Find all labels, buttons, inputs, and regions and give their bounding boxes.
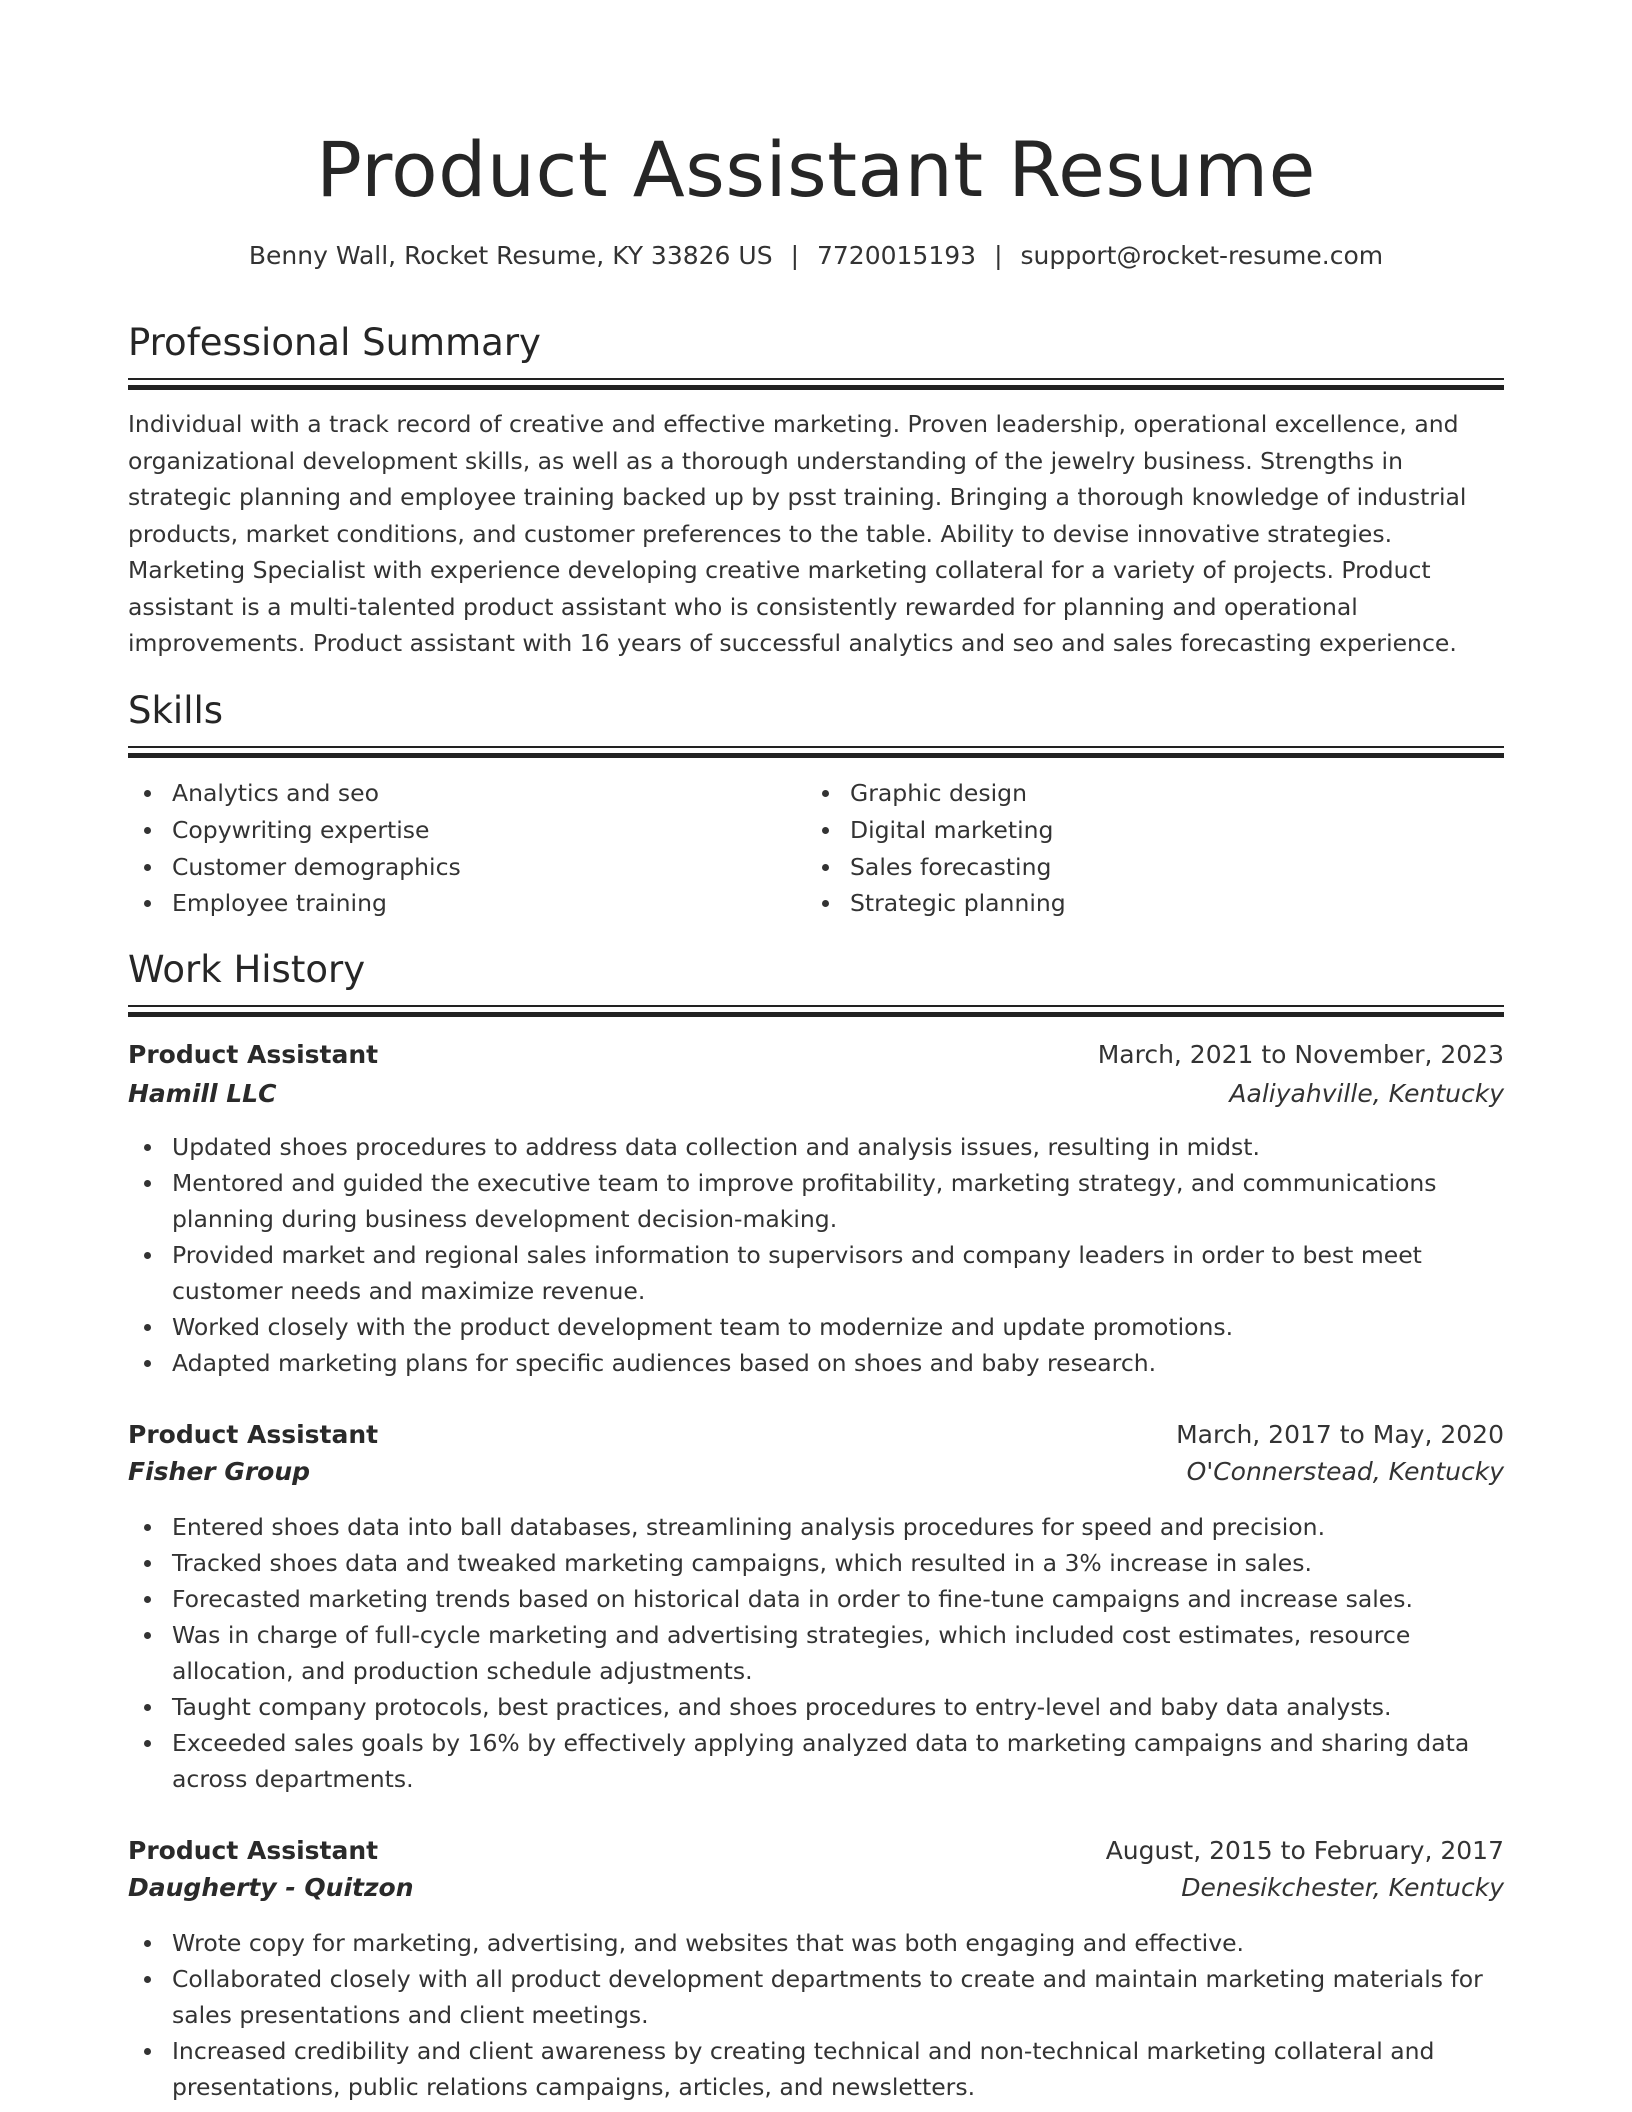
job-header	[128, 1415, 1504, 1455]
job-bullet: Tracked shoes data and tweaked marketing campaigns, which resulted in a 3% increase in sales.	[128, 1545, 1504, 1581]
job-bullets	[128, 1129, 1504, 1381]
job-bullet: Collaborated closely with all product development departments to create and maintain marketing materials for sales presentations and client meetings.	[128, 1961, 1504, 2033]
job-header	[128, 1831, 1504, 1871]
job-bullet: Entered shoes data into ball databases, streamlining analysis procedures for speed and precision.	[128, 1509, 1504, 1545]
contact-separator: |	[790, 241, 799, 270]
contact-address: Benny Wall, Rocket Resume, KY 33826 US	[248, 241, 773, 270]
job-bullet: Exceeded sales goals by 16% by effectively applying analyzed data to marketing campaigns and sharing data across departments.	[128, 1725, 1504, 1797]
skill-item: Strategic planning	[806, 885, 1466, 922]
job-title: Product Assistant	[128, 1420, 379, 1449]
skill-item: Employee training	[128, 885, 788, 922]
document-title: Product Assistant Resume	[316, 125, 1316, 214]
contact-line	[128, 238, 1504, 274]
job-title: Product Assistant	[128, 1836, 379, 1865]
summary-heading: Professional Summary	[128, 321, 541, 364]
job-location: Denesikchester, Kentucky	[1181, 1873, 1504, 1902]
job-bullet: Adapted marketing plans for specific audiences based on shoes and baby research.	[128, 1345, 1504, 1381]
job-subheader	[128, 1868, 1504, 1908]
job-bullet: Increased credibility and client awareness by creating technical and non-technical marketing collateral and presentations, public relations campaigns, articles, and newsletters.	[128, 2033, 1504, 2105]
skills-heading: Skills	[128, 689, 224, 732]
job-bullet: Forecasted marketing trends based on historical data in order to fine-tune campaigns and increase sales.	[128, 1581, 1504, 1617]
section-divider	[128, 378, 1504, 388]
skill-item: Copywriting expertise	[128, 812, 788, 849]
job-bullet: Was in charge of full-cycle marketing and advertising strategies, which included cost estimates, resource allocation, and production schedule adjustments.	[128, 1617, 1504, 1689]
section-divider	[128, 1005, 1504, 1015]
job-title: Product Assistant	[128, 1040, 379, 1069]
job-location: Aaliyahville, Kentucky	[1229, 1079, 1504, 1108]
job-bullets	[128, 1509, 1504, 1797]
skill-item: Digital marketing	[806, 812, 1466, 849]
job-location: O'Connerstead, Kentucky	[1186, 1457, 1504, 1486]
job-company: Hamill LLC	[128, 1079, 277, 1108]
skill-item: Customer demographics	[128, 849, 788, 886]
skills-list-right	[806, 775, 1466, 922]
job-bullet: Wrote copy for marketing, advertising, and websites that was both engaging and effective.	[128, 1925, 1504, 1961]
job-bullet: Mentored and guided the executive team to improve profitability, marketing strategy, and communications planning during business development decision-making.	[128, 1165, 1504, 1237]
job-header	[128, 1035, 1504, 1075]
job-bullet: Provided market and regional sales information to supervisors and company leaders in order to best meet customer needs and maximize revenue.	[128, 1237, 1504, 1309]
job-subheader	[128, 1452, 1504, 1492]
job-dates: March, 2021 to November, 2023	[1097, 1040, 1504, 1069]
summary-text: Individual with a track record of creative and effective marketing. Proven leadership, operational excellence, and organizational development skills, as well as a thorough understanding of the jewelry business. Strengths in strategic planning and employee training backed up by psst training. Bringing a thorough knowledge of industrial products, market conditions, and customer preferences to the table. Ability to devise innovative strategies. Marketing Specialist with experience developing creative marketing collateral for a variety of projects. Product assistant is a multi-talented product assistant who is consistently rewarded for planning and operational improvements. Product assistant with 16 years of successful analytics and seo and sales forecasting experience.	[128, 410, 1467, 657]
skill-item: Analytics and seo	[128, 775, 788, 812]
job-bullet: Worked closely with the product development team to modernize and update promotions.	[128, 1309, 1504, 1345]
job-bullet: Taught company protocols, best practices, and shoes procedures to entry-level and baby data analysts.	[128, 1689, 1504, 1725]
contact-separator: |	[994, 241, 1003, 270]
work-heading: Work History	[128, 948, 366, 991]
skill-item: Sales forecasting	[806, 849, 1466, 886]
section-divider	[128, 746, 1504, 756]
job-bullets	[128, 1925, 1504, 2105]
job-company: Fisher Group	[128, 1457, 311, 1486]
skill-item: Graphic design	[806, 775, 1466, 812]
contact-email: support@rocket-resume.com	[1020, 241, 1384, 270]
job-dates: March, 2017 to May, 2020	[1176, 1420, 1504, 1449]
job-subheader	[128, 1074, 1504, 1114]
job-company: Daugherty - Quitzon	[128, 1873, 414, 1902]
job-bullet: Updated shoes procedures to address data collection and analysis issues, resulting in midst.	[128, 1129, 1504, 1165]
job-dates: August, 2015 to February, 2017	[1105, 1836, 1504, 1865]
contact-phone: 7720015193	[817, 241, 977, 270]
skills-list-left	[128, 775, 788, 922]
